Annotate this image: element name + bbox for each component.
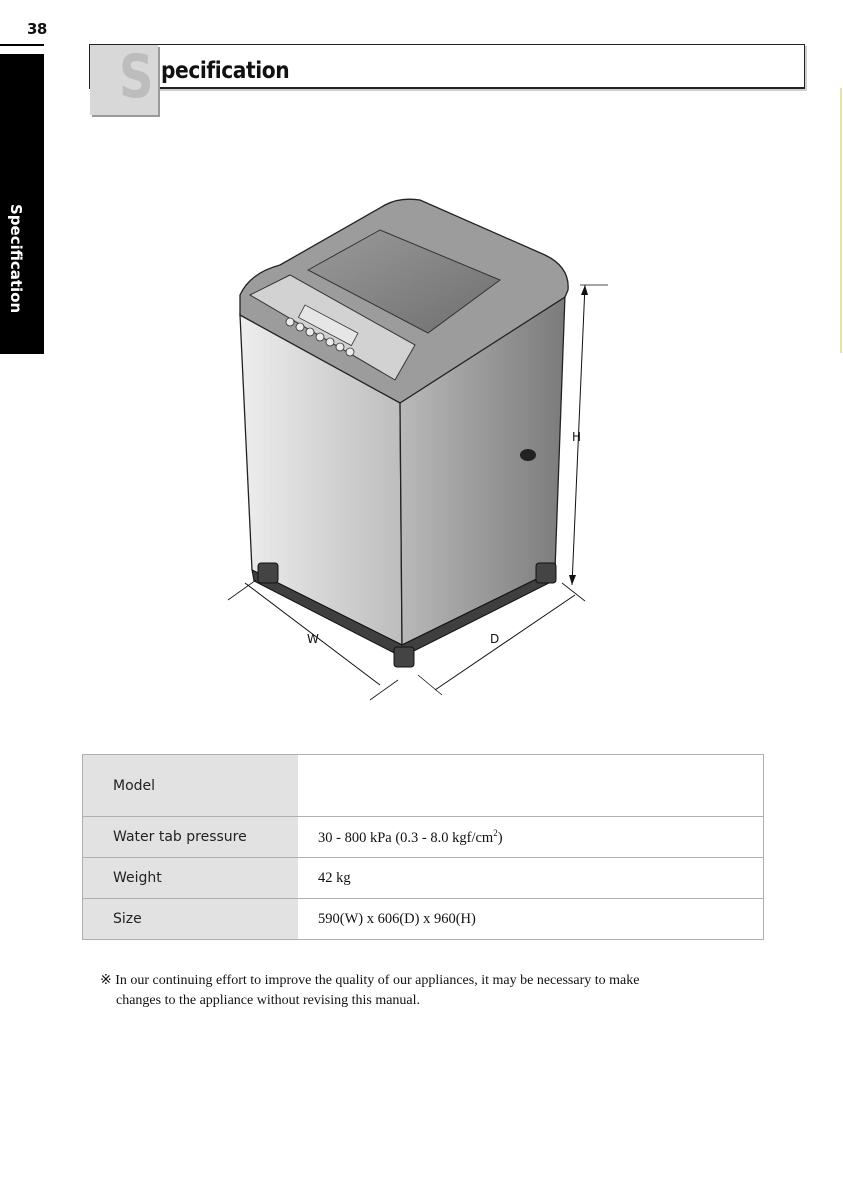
header-rule [0,44,44,46]
width-label: W [307,632,319,646]
depth-label: D [490,632,500,646]
table-row [83,817,764,858]
footnote-line1: In our continuing effort to improve the quality of our appliances, it may be necessary to make [115,973,640,988]
spec-value-size: 590(W) x 606(D) x 960(H) [298,899,764,940]
spec-label-weight: Weight [83,858,299,899]
page-number: 38 [27,20,47,38]
spec-value-water-pressure-main: 30 - 800 kPa (0.3 - 8.0 kgf/cm [318,829,494,846]
washing-machine-illustration [210,185,630,705]
margin-mark [840,88,842,353]
footnote-mark: ※ [100,973,112,988]
title-initial: S [119,42,154,112]
foot-front-left [258,563,278,583]
side-tab-label: Specification [7,204,25,314]
spec-value-water-pressure-sup: 2 [493,827,498,838]
spec-value-water-pressure-suffix: ) [497,829,503,846]
spec-label-model: Model [83,755,299,817]
spec-label-size: Size [83,899,299,940]
side-handle [520,449,536,461]
table-row [83,858,764,899]
spec-value-water-pressure [298,817,764,858]
foot-right [536,563,556,583]
spec-label-water-pressure: Water tab pressure [83,817,299,858]
foot-front-center [394,647,414,667]
height-label: H [572,430,582,444]
footnote-line2: changes to the appliance without revising this manual. [116,993,421,1008]
footnote [100,971,740,1011]
table-row [83,899,764,940]
page-title: pecification [161,58,290,84]
specification-table [82,754,764,940]
spec-value-weight: 42 kg [298,858,764,899]
section-side-tab [0,54,44,354]
spec-value-model [298,755,764,817]
table-row [83,755,764,817]
